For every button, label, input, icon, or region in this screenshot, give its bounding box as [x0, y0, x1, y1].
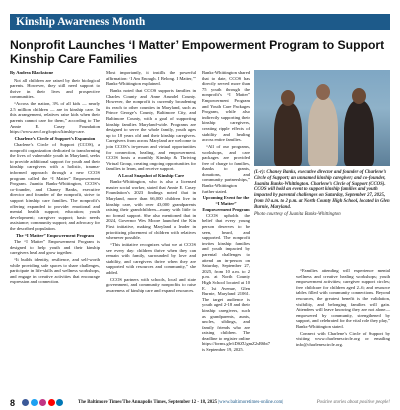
- person-figure: [274, 102, 302, 166]
- paragraph: Banks noted that CCOS supports families in Charles County and Anne Arundel County. However, the nonprofit is currently broadening its reach to other counties in Maryland, such as Prince George’s County, Baltimore City, and Baltimore County, with a goal of supporting kinship families Maryland-wide. Programs are designed to serve the whole family, youth ages up to 18 years old and their kinship caregivers. Caregivers from across Maryland are welcome to join CCOS’s in-person and virtual opportunities for connection, healing, and empowerment. CCOS hosts a monthly Kinship & Thriving Virtual Group, creating ongoing opportunities for families to learn, and receive support.: [106, 87, 196, 172]
- twitter-icon[interactable]: [31, 399, 38, 406]
- article-body: [10, 70, 390, 392]
- person-head: [352, 88, 366, 104]
- paragraph: “This initiative recognizes what we at CCOS see every day: children thrive when they can remain with family, surrounded by love and stability, and caregivers thrive when they are supported with resources and community,” she added.: [106, 241, 196, 275]
- paragraph: Charlene’s Circle of Support (CCOS), a nonprofit organization dedicated to transforming the lives of vulnerable youth in Maryland, seeks to provide additional support for youth and their kinship caregivers with a holistic, trauma-informed approach through a new CCOS program called the “I Matter” Empowerment Program. Juanita Banks-Whittington, CCOS’s co-founder, and Chaney Banks, executive director and founder of the nonprofit, strive to support kinship care families. The nonprofit’s offering expanded to provide: emotional and mental health support; education; youth development; caregiver support; basic needs assistance; community support; and advocacy for the described population.: [10, 142, 100, 231]
- paragraph: CCOS partners with schools, local and state government, and community nonprofits to raise awareness of kinship care and expand resources.: [106, 276, 196, 293]
- page-number: 8: [10, 398, 16, 408]
- column-3: [202, 70, 271, 392]
- column-4: [296, 268, 390, 392]
- subheading: Charlene’s Circle of Support’s Expansion: [14, 135, 96, 141]
- section-title: Kinship Awareness Month: [16, 16, 146, 28]
- paragraph: “Across the nation, 3% of all kids — nearly 2.5 million children — are in kinship care. In this arrangement, relatives raise kids when their parents cannot care for them,” according to The Annie E. Casey Foundation https://www.aecf.org/topics/kinship-care.: [10, 101, 100, 135]
- youtube-icon[interactable]: [48, 399, 55, 406]
- paragraph: Banks-Whittington shared that to date, CCOS has directly served more than 75 youth through the nonprofit’s “I Matter” Empowerment Program and Youth Care Packages Program, while also indirectly supporting their kinship caregivers, creating ripple effects of stability and healing across entire families.: [202, 70, 250, 143]
- column-2: [106, 70, 196, 392]
- paragraph: CCOS upholds the belief that every young person deserves to be seen, heard, and supported. The nonprofit invites kinship families and youth impacted by parental challenges to attend an in-person on Saturday, September 27, 2025, from 10 a.m. to 2 p.m. at North County High School located at 10 E. 1st Avenue, Glen Burnie, Maryland 21061. The target audience is youth aged 2-18 and their kinship caregivers, such as grandparents, aunts, uncles, siblings, and family friends who are raising children. The deadline to register online https://forms.gle/iDSZUgmZ2sR6bt7 is September 19, 2025.: [202, 212, 271, 353]
- column-1: [10, 70, 100, 392]
- byline: By Andrea Blackstone: [10, 70, 54, 75]
- linkedin-icon[interactable]: [56, 399, 63, 406]
- section-banner: [10, 14, 390, 30]
- headline: Nonprofit Launches ‘I Matter’ Empowerment Program to Support Kinship Care Families: [10, 38, 385, 66]
- instagram-icon[interactable]: [39, 399, 46, 406]
- page-footer: [0, 396, 400, 410]
- photo-caption: [254, 170, 390, 217]
- article-photo: [254, 70, 390, 166]
- tagline: Positive stories about positive people!: [316, 400, 390, 405]
- paragraph: “It builds identity, resilience, and self-worth while providing safe spaces to share challenges, participate in life-skills and wellness workshops, and engage in creative activities that encourage expression and connection.: [10, 256, 100, 285]
- paragraph: Not all children are raised by their biological parents. However, they still need support to thrive in their lives and prospective communities.: [10, 77, 100, 100]
- paragraph: Most importantly, it instills the powerful affirmation: ‘I Am Enough. I Belong. I Matter,’” Banks-Whittington explained.: [106, 70, 196, 87]
- facebook-icon[interactable]: [22, 399, 29, 406]
- caption-text: (L-r): Chaney Banks, executive director and founder of Charlene’s Circle of Support; an unnamed kinship caregiver; and co-founder, Juanita Banks-Whittington. Charlene’s Circle of Support (CCOS). CCOS will hold an event to support kinship families and youth impacted by parental challenges on Saturday, September 27, 2025, from 10 a.m. to 2 p.m. at North County High School, located in Glen Burnie, Maryland.: [254, 170, 390, 210]
- issue-dates: September 12 - 18, 2025: [168, 400, 217, 405]
- photo-credit: Photo courtesy of Juanita Banks-Whittington: [254, 211, 341, 217]
- social-icons: [22, 399, 63, 406]
- paper-name: The Baltimore Times/The Annapolis Times,: [78, 400, 167, 405]
- person-figure: [308, 96, 338, 166]
- person-head: [281, 90, 295, 106]
- subheading: The “I Matter” Empowerment Program: [15, 232, 95, 238]
- footer-publication: [78, 399, 283, 406]
- paragraph: Banks-Whittington, who is also a licensed master social worker, stated that Annie E. Casey Foundation’s 2023 findings noted that in Maryland, more than 66,000 children live in kinship care, with over 43,000 grandparents raising their grandchildren—many with little to no formal support. She also mentioned that in 2024, Governor Wes Moore launched the Kin First initiative, making Maryland a leader in prioritizing placement of children with relatives whenever possible.: [106, 179, 196, 241]
- paragraph: “Families attending will experience mental wellness and creative healing workshops; youth empowerment activities; caregiver support circles; free childcare for children aged 2–6; and resource tables filled with community connections. Beyond resources, the greatest benefit is the validation, visibility, and belonging families will gain. Attendees will leave knowing they are not alone—empowered by community, strengthened by support, and celebrated for the vital role they play,” Banks-Whittington stated.: [296, 268, 390, 329]
- paragraph: The “I Matter” Empowerment Program is designed to help youth and their kinship caregivers heal and grow together.: [10, 238, 100, 256]
- paragraph: “All of our programs, workshops, and care packages are provided free of charge to families, thanks to grants, donations, and community partnerships,” Banks-Whittington further stated.: [202, 143, 250, 194]
- person-figure: [344, 100, 374, 166]
- subheading: A Local Snapshot of Kinship Care: [117, 173, 185, 179]
- paragraph: Connect with Charlene’s Circle of Support by visiting www.charlenescircle.org or emailing info@charlenescircle.org.: [296, 330, 390, 347]
- person-head: [316, 84, 330, 100]
- subheading: Upcoming Event for the “I Matter” Empowerment Program: [202, 195, 250, 212]
- website-link[interactable]: |www.baltimoretimes-online.com|: [218, 400, 284, 405]
